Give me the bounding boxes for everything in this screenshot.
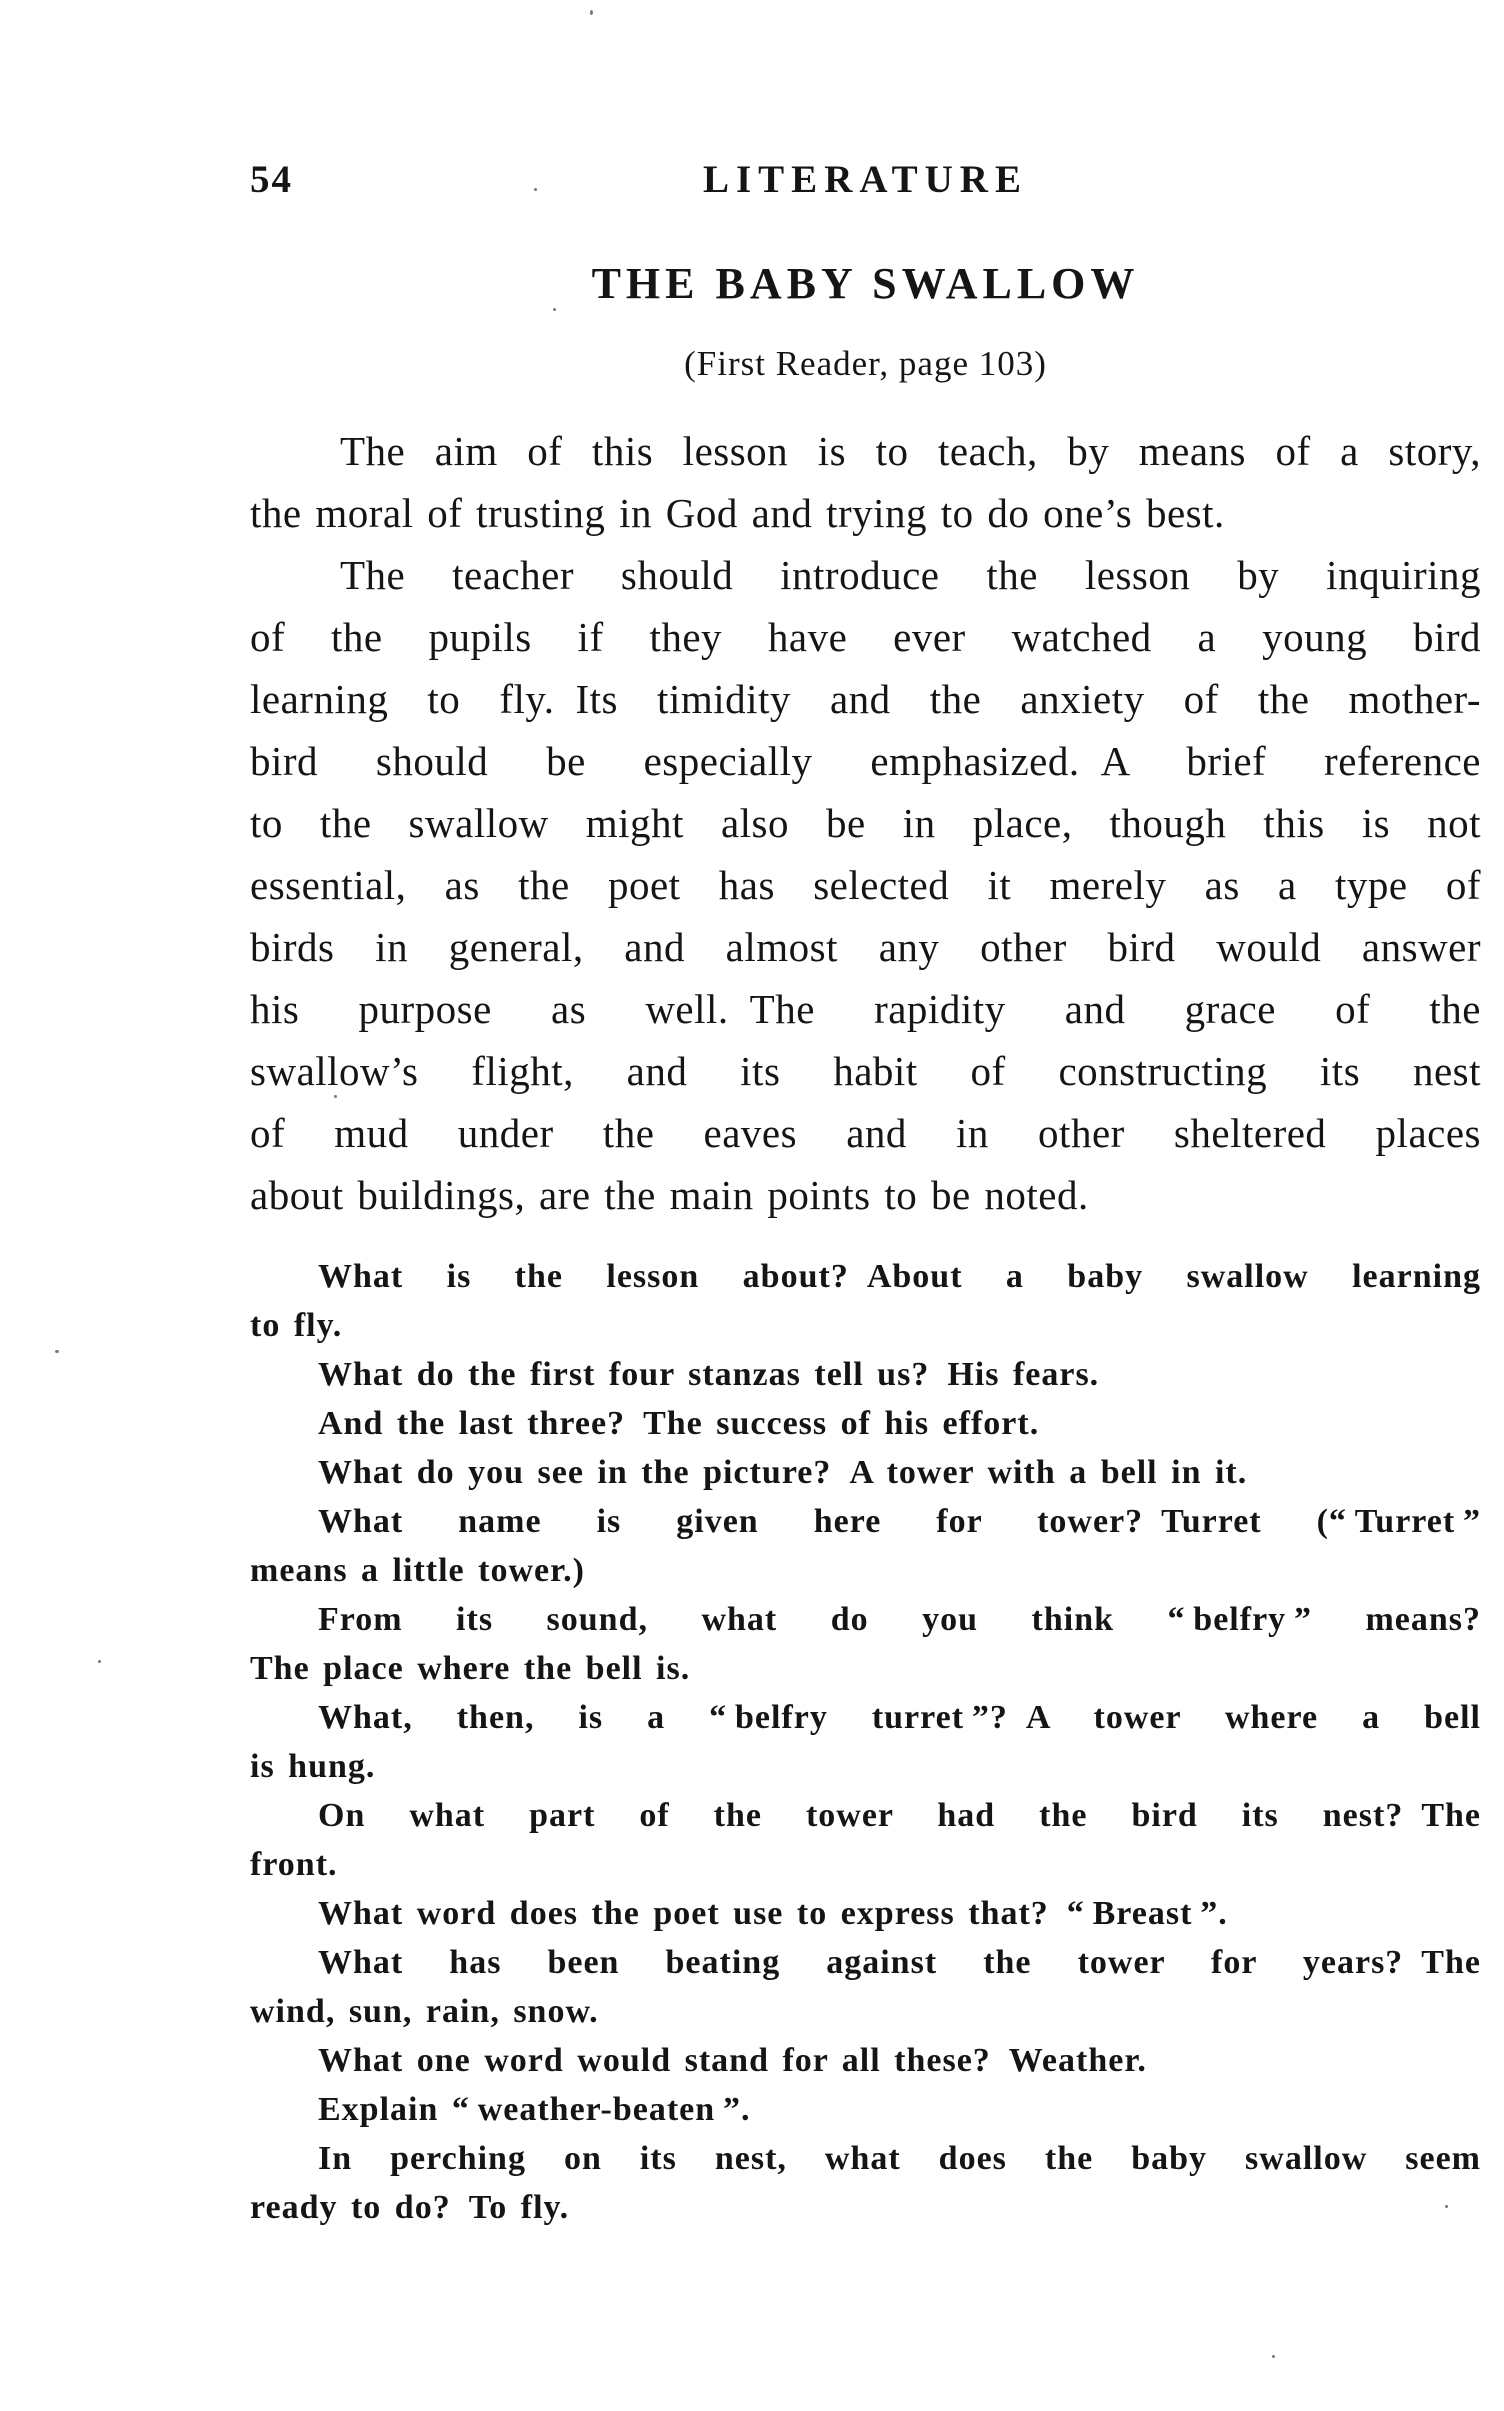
text-line: birds in general, and almost any other bird would answer [250, 924, 1481, 970]
text-line: of the pupils if they have ever watched a young bird [250, 614, 1481, 660]
scan-speck [98, 1660, 101, 1663]
text-line: The teacher should introduce the lesson by inquiring [340, 552, 1481, 598]
text-block [250, 150, 1481, 2232]
qa-item [250, 2134, 1481, 2232]
qa-item [250, 1938, 1481, 2036]
text-line: of mud under the eaves and in other sheltered places [250, 1110, 1481, 1156]
text-line: What do the first four stanzas tell us? His fears. [318, 1356, 1100, 1393]
text-line: The aim of this lesson is to teach, by means of a story, [340, 428, 1481, 474]
text-line: The place where the bell is. [250, 1650, 691, 1687]
page-number: 54 [250, 158, 293, 201]
qa-item [250, 1497, 1481, 1595]
text-line: ready to do? To fly. [250, 2189, 570, 2226]
text-line: What one word would stand for all these? Weather. [318, 2042, 1147, 2079]
text-line: Explain “ weather-beaten ”. [318, 2091, 751, 2128]
text-line: to fly. [250, 1307, 343, 1344]
qa-item [250, 1791, 1481, 1889]
text-line: wind, sun, rain, snow. [250, 1993, 599, 2030]
text-line: means a little tower.) [250, 1552, 585, 1589]
lesson-subtitle: (First Reader, page 103) [684, 344, 1047, 383]
text-line: On what part of the tower had the bird its nest? The [318, 1797, 1481, 1834]
scan-speck [590, 10, 593, 15]
qa-item [250, 1693, 1481, 1791]
paragraph [250, 544, 1481, 1226]
scan-speck [1445, 2205, 1448, 2208]
text-line: front. [250, 1846, 338, 1883]
text-line: learning to fly. Its timidity and the anxiety of the mother- [250, 676, 1481, 722]
scan-speck [1272, 2355, 1275, 2358]
text-line: In perching on its nest, what does the baby swallow seem [318, 2140, 1481, 2177]
qa-item [250, 2085, 1481, 2134]
text-line: about buildings, are the main points to be noted. [250, 1172, 1089, 1218]
qa-item [250, 2036, 1481, 2085]
scan-speck [534, 188, 537, 191]
qa-item [250, 1889, 1481, 1938]
qa-item [250, 1448, 1481, 1497]
lesson-introduction [250, 420, 1481, 1226]
text-line: What word does the poet use to express that? “ Breast ”. [318, 1895, 1228, 1932]
text-line: From its sound, what do you think “ belfry ” means? [318, 1601, 1481, 1638]
question-answer-section [250, 1252, 1481, 2232]
text-line: bird should be especially emphasized. A brief reference [250, 738, 1481, 784]
lesson-title: THE BABY SWALLOW [591, 259, 1140, 308]
qa-item [250, 1595, 1481, 1693]
text-line: What is the lesson about? About a baby swallow learning [318, 1258, 1481, 1295]
text-line: What has been beating against the tower for years? The [318, 1944, 1481, 1981]
scan-speck [334, 1095, 337, 1098]
text-line: swallow’s flight, and its habit of constructing its nest [250, 1048, 1481, 1094]
page-header [250, 150, 1481, 210]
text-line: What name is given here for tower? Turret (“ Turret ” [318, 1503, 1481, 1540]
text-line: his purpose as well. The rapidity and grace of the [250, 986, 1481, 1032]
running-header: LITERATURE [702, 158, 1028, 201]
text-line: the moral of trusting in God and trying to do one’s best. [250, 490, 1225, 536]
paragraph [250, 420, 1481, 544]
text-line: to the swallow might also be in place, though this is not [250, 800, 1481, 846]
text-line: is hung. [250, 1748, 376, 1785]
scan-speck [553, 308, 556, 311]
text-line: essential, as the poet has selected it merely as a type of [250, 862, 1481, 908]
qa-item [250, 1350, 1481, 1399]
text-line: What, then, is a “ belfry turret ”? A tower where a bell [318, 1699, 1481, 1736]
text-line: What do you see in the picture? A tower with a bell in it. [318, 1454, 1248, 1491]
text-line: And the last three? The success of his effort. [318, 1405, 1040, 1442]
qa-item [250, 1399, 1481, 1448]
scan-speck [55, 1350, 59, 1353]
qa-item [250, 1252, 1481, 1350]
